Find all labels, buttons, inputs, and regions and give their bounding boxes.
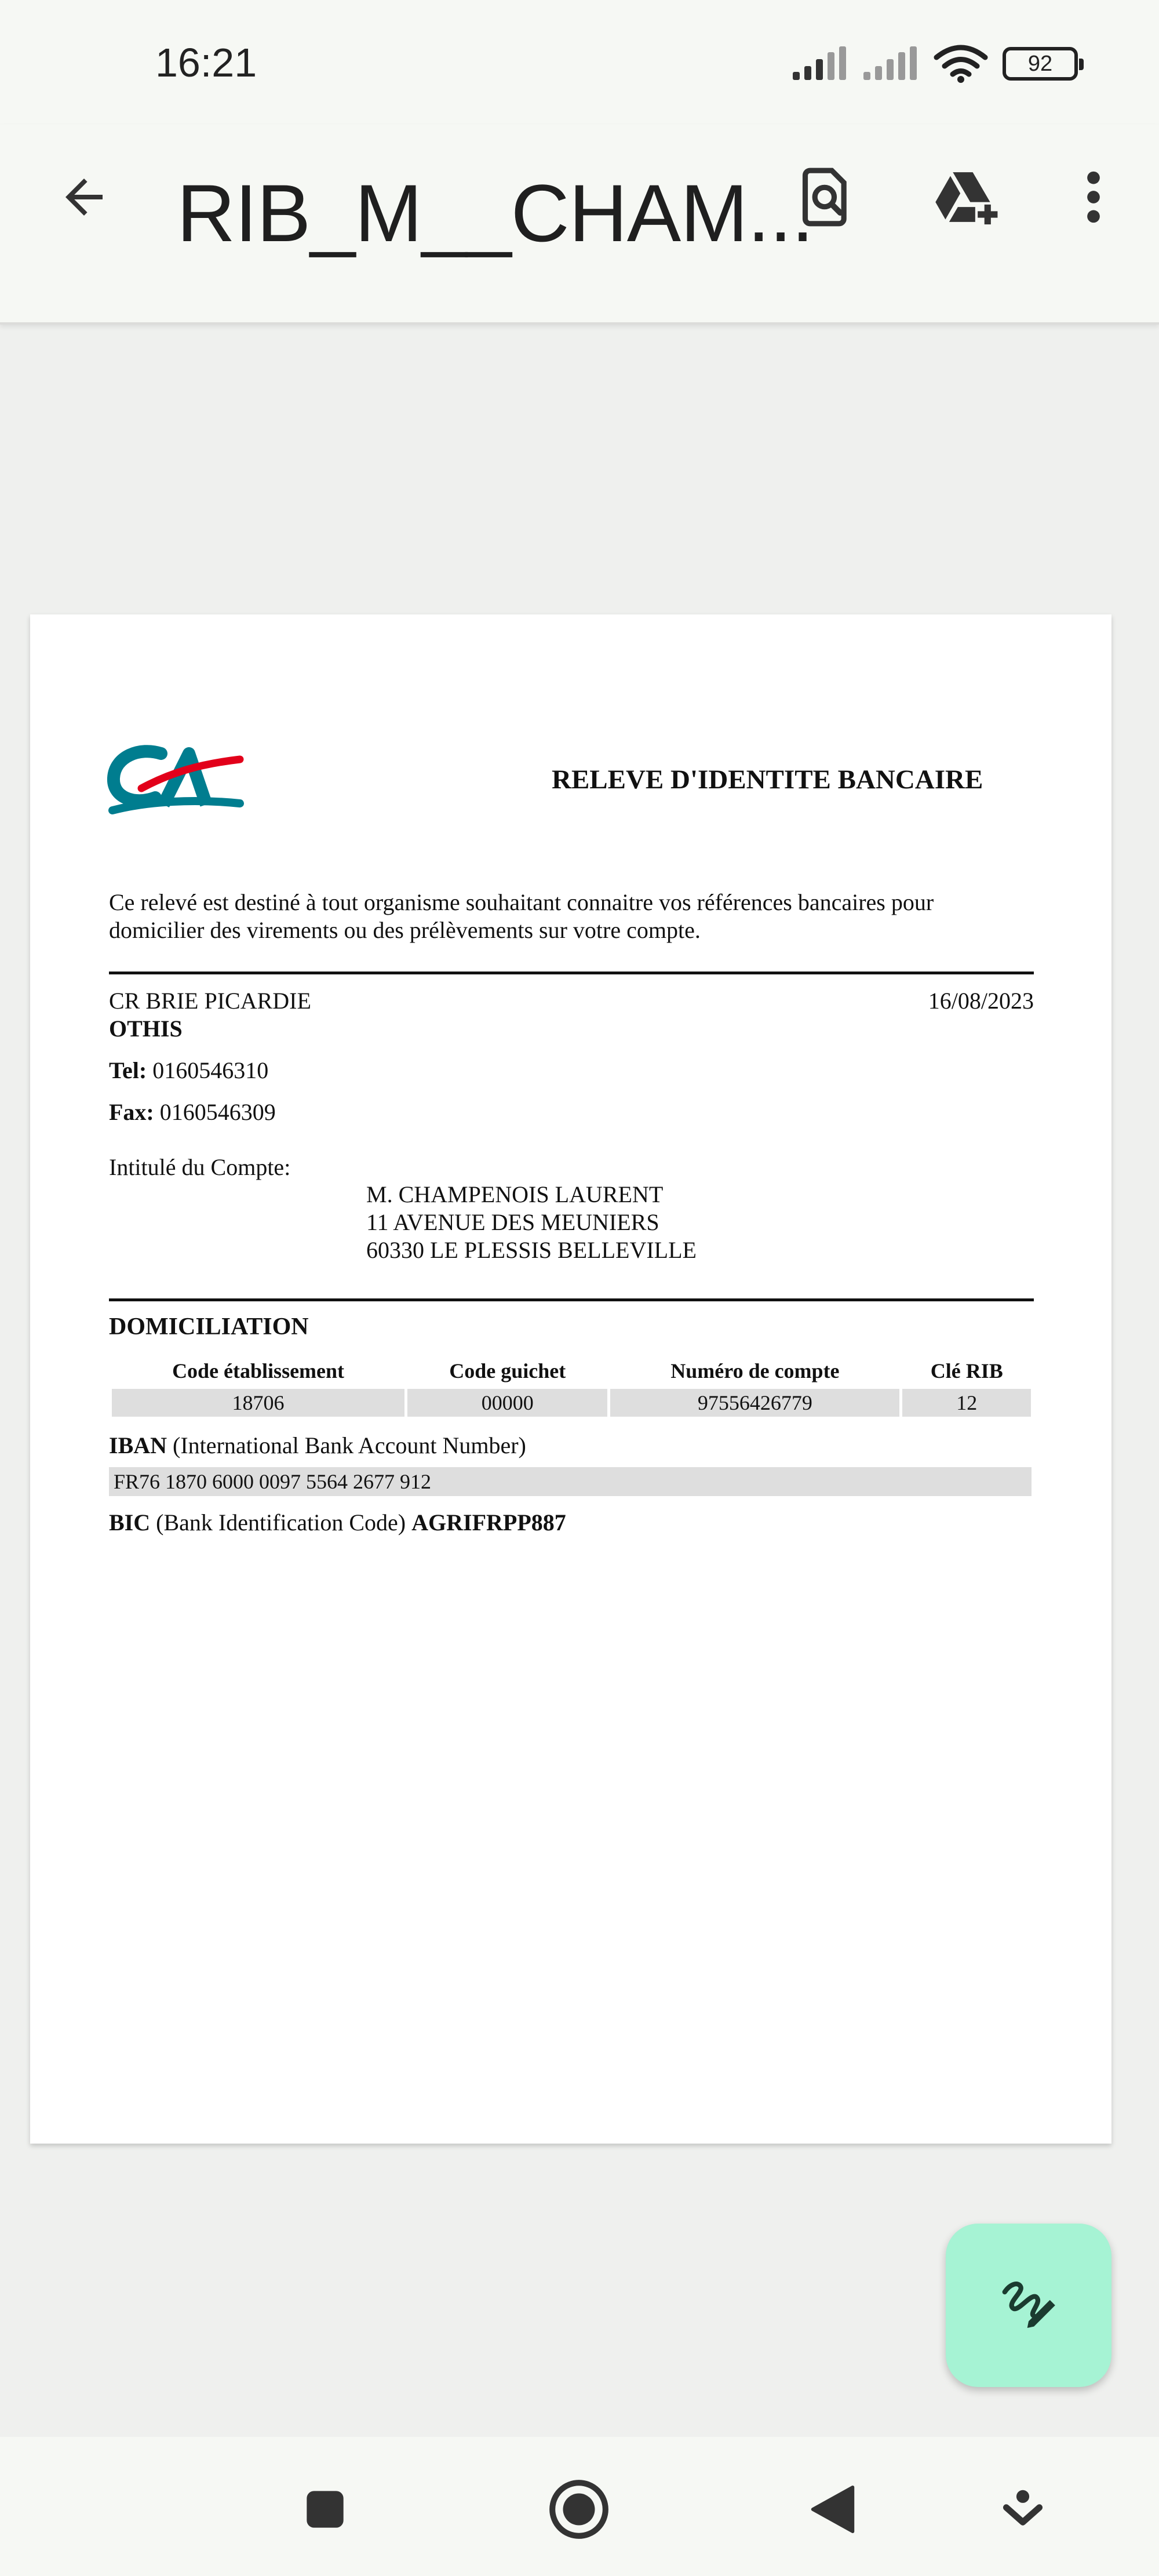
app-bar (0, 125, 1159, 325)
bic-description: (Bank Identification Code) (156, 1509, 406, 1536)
home-icon (547, 2477, 611, 2541)
divider (109, 1298, 1034, 1301)
fax-number: 0160546309 (159, 1099, 276, 1125)
battery-icon (1003, 47, 1078, 81)
gesture-down-icon (1001, 2486, 1045, 2533)
back-button[interactable] (46, 159, 122, 235)
pdf-page (30, 614, 1111, 2144)
branch-code: 00000 (407, 1389, 607, 1417)
bic-value: AGRIFRPP887 (411, 1509, 566, 1536)
holder-name: M. CHAMPENOIS LAURENT (366, 1181, 664, 1207)
navigation-bar (0, 2437, 1159, 2576)
phone-label: Tel: (109, 1057, 147, 1083)
holder-city: 60330 LE PLESSIS BELLEVILLE (366, 1237, 697, 1263)
more-vert-icon (1082, 168, 1105, 226)
iban-label: IBAN (109, 1432, 167, 1458)
edit-fab-button[interactable] (946, 2224, 1111, 2387)
back-nav-button[interactable] (789, 2466, 876, 2553)
phone-line (109, 1057, 268, 1085)
recents-icon (303, 2487, 347, 2531)
fax-label: Fax: (109, 1099, 154, 1125)
fax-line (109, 1098, 276, 1126)
rib-title: RELEVE D'IDENTITE BANCAIRE (552, 765, 983, 795)
phone-number: 0160546310 (152, 1057, 269, 1083)
bank-name: CR BRIE PICARDIE (109, 988, 311, 1014)
column-header: Numéro de compte (670, 1359, 840, 1382)
holder-street: 11 AVENUE DES MEUNIERS (366, 1209, 659, 1235)
status-time: 16:21 (155, 40, 257, 85)
account-label: Intitulé du Compte: (109, 1154, 291, 1180)
iban-value: FR76 1870 6000 0097 5564 2677 912 (109, 1467, 1032, 1496)
bic-line (109, 1509, 566, 1536)
find-in-document-icon (798, 165, 856, 229)
gesture-button[interactable] (979, 2466, 1066, 2553)
domiciliation-title: DOMICILIATION (109, 1314, 309, 1340)
add-to-drive-button[interactable] (930, 159, 1005, 235)
column-header: Code établissement (172, 1359, 345, 1382)
bank-codes-table (109, 1355, 1034, 1419)
rib-key: 12 (902, 1389, 1031, 1417)
divider (109, 972, 1034, 974)
intro-line: domicilier des virements ou des prélèvements sur votre compte. (109, 917, 701, 943)
agency-name: OTHIS (109, 1016, 183, 1042)
intro-line: Ce relevé est destiné à tout organisme souhaitant connaitre vos références bancaires pour (109, 889, 934, 915)
back-icon (808, 2482, 857, 2537)
account-number: 97556426779 (610, 1389, 899, 1417)
table-row (112, 1389, 1031, 1417)
signal-icon (793, 46, 848, 81)
statement-date: 16/08/2023 (928, 988, 1034, 1014)
battery-level: 92 (1027, 51, 1053, 76)
holder-address (366, 1181, 697, 1264)
document-title: RIB_M__CHAM... (177, 168, 814, 259)
bank-code: 18706 (112, 1389, 404, 1417)
table-header-row (112, 1358, 1031, 1387)
bic-label: BIC (109, 1509, 151, 1536)
iban-label-line (109, 1432, 526, 1459)
status-bar (0, 0, 1159, 125)
signal-icon (863, 46, 919, 81)
column-header: Clé RIB (930, 1359, 1003, 1382)
status-icons (793, 41, 1078, 87)
back-arrow-icon (56, 169, 112, 225)
more-options-button[interactable] (1056, 159, 1131, 235)
home-button[interactable] (535, 2466, 622, 2553)
column-header: Code guichet (449, 1359, 566, 1382)
intro-text (109, 889, 1065, 944)
edit-pen-icon (997, 2273, 1060, 2337)
iban-description: (International Bank Account Number) (173, 1432, 526, 1458)
find-in-document-button[interactable] (789, 159, 865, 235)
add-to-drive-icon (933, 165, 1003, 229)
recents-button[interactable] (282, 2466, 369, 2553)
credit-agricole-logo (108, 736, 247, 823)
wifi-icon (934, 45, 987, 83)
